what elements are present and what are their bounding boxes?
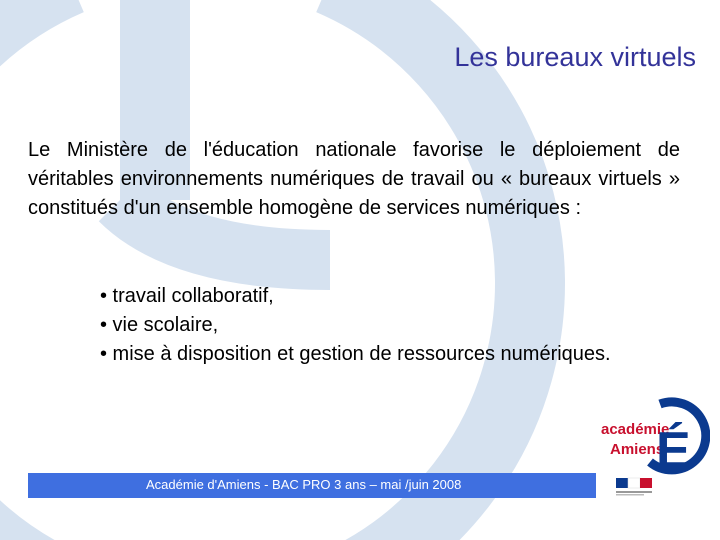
academie-amiens-logo: [598, 392, 710, 480]
logo-text-amiens: Amiens: [610, 441, 665, 458]
bullet-item: • mise à disposition et gestion de ressources numériques.: [100, 343, 611, 365]
bullet-list: [100, 282, 620, 369]
bullet-item: • vie scolaire,: [100, 314, 219, 336]
logo-letter: É: [656, 422, 691, 480]
intro-paragraph: Le Ministère de l'éducation nationale favorise le déploiement de véritables environnements numériques de travail ou « bureaux virtuels » constitués d'un ensemble homogène de services numériques :: [28, 139, 680, 219]
bullet-item: • travail collaboratif,: [100, 285, 274, 307]
footer-text: Académie d'Amiens - BAC PRO 3 ans – mai /juin 2008: [146, 477, 462, 492]
footer-bar: [28, 473, 596, 498]
republique-francaise-flag-icon: [614, 477, 654, 497]
logo-text-academie: académie: [601, 421, 670, 438]
slide-title: Les bureaux virtuels: [454, 42, 696, 72]
